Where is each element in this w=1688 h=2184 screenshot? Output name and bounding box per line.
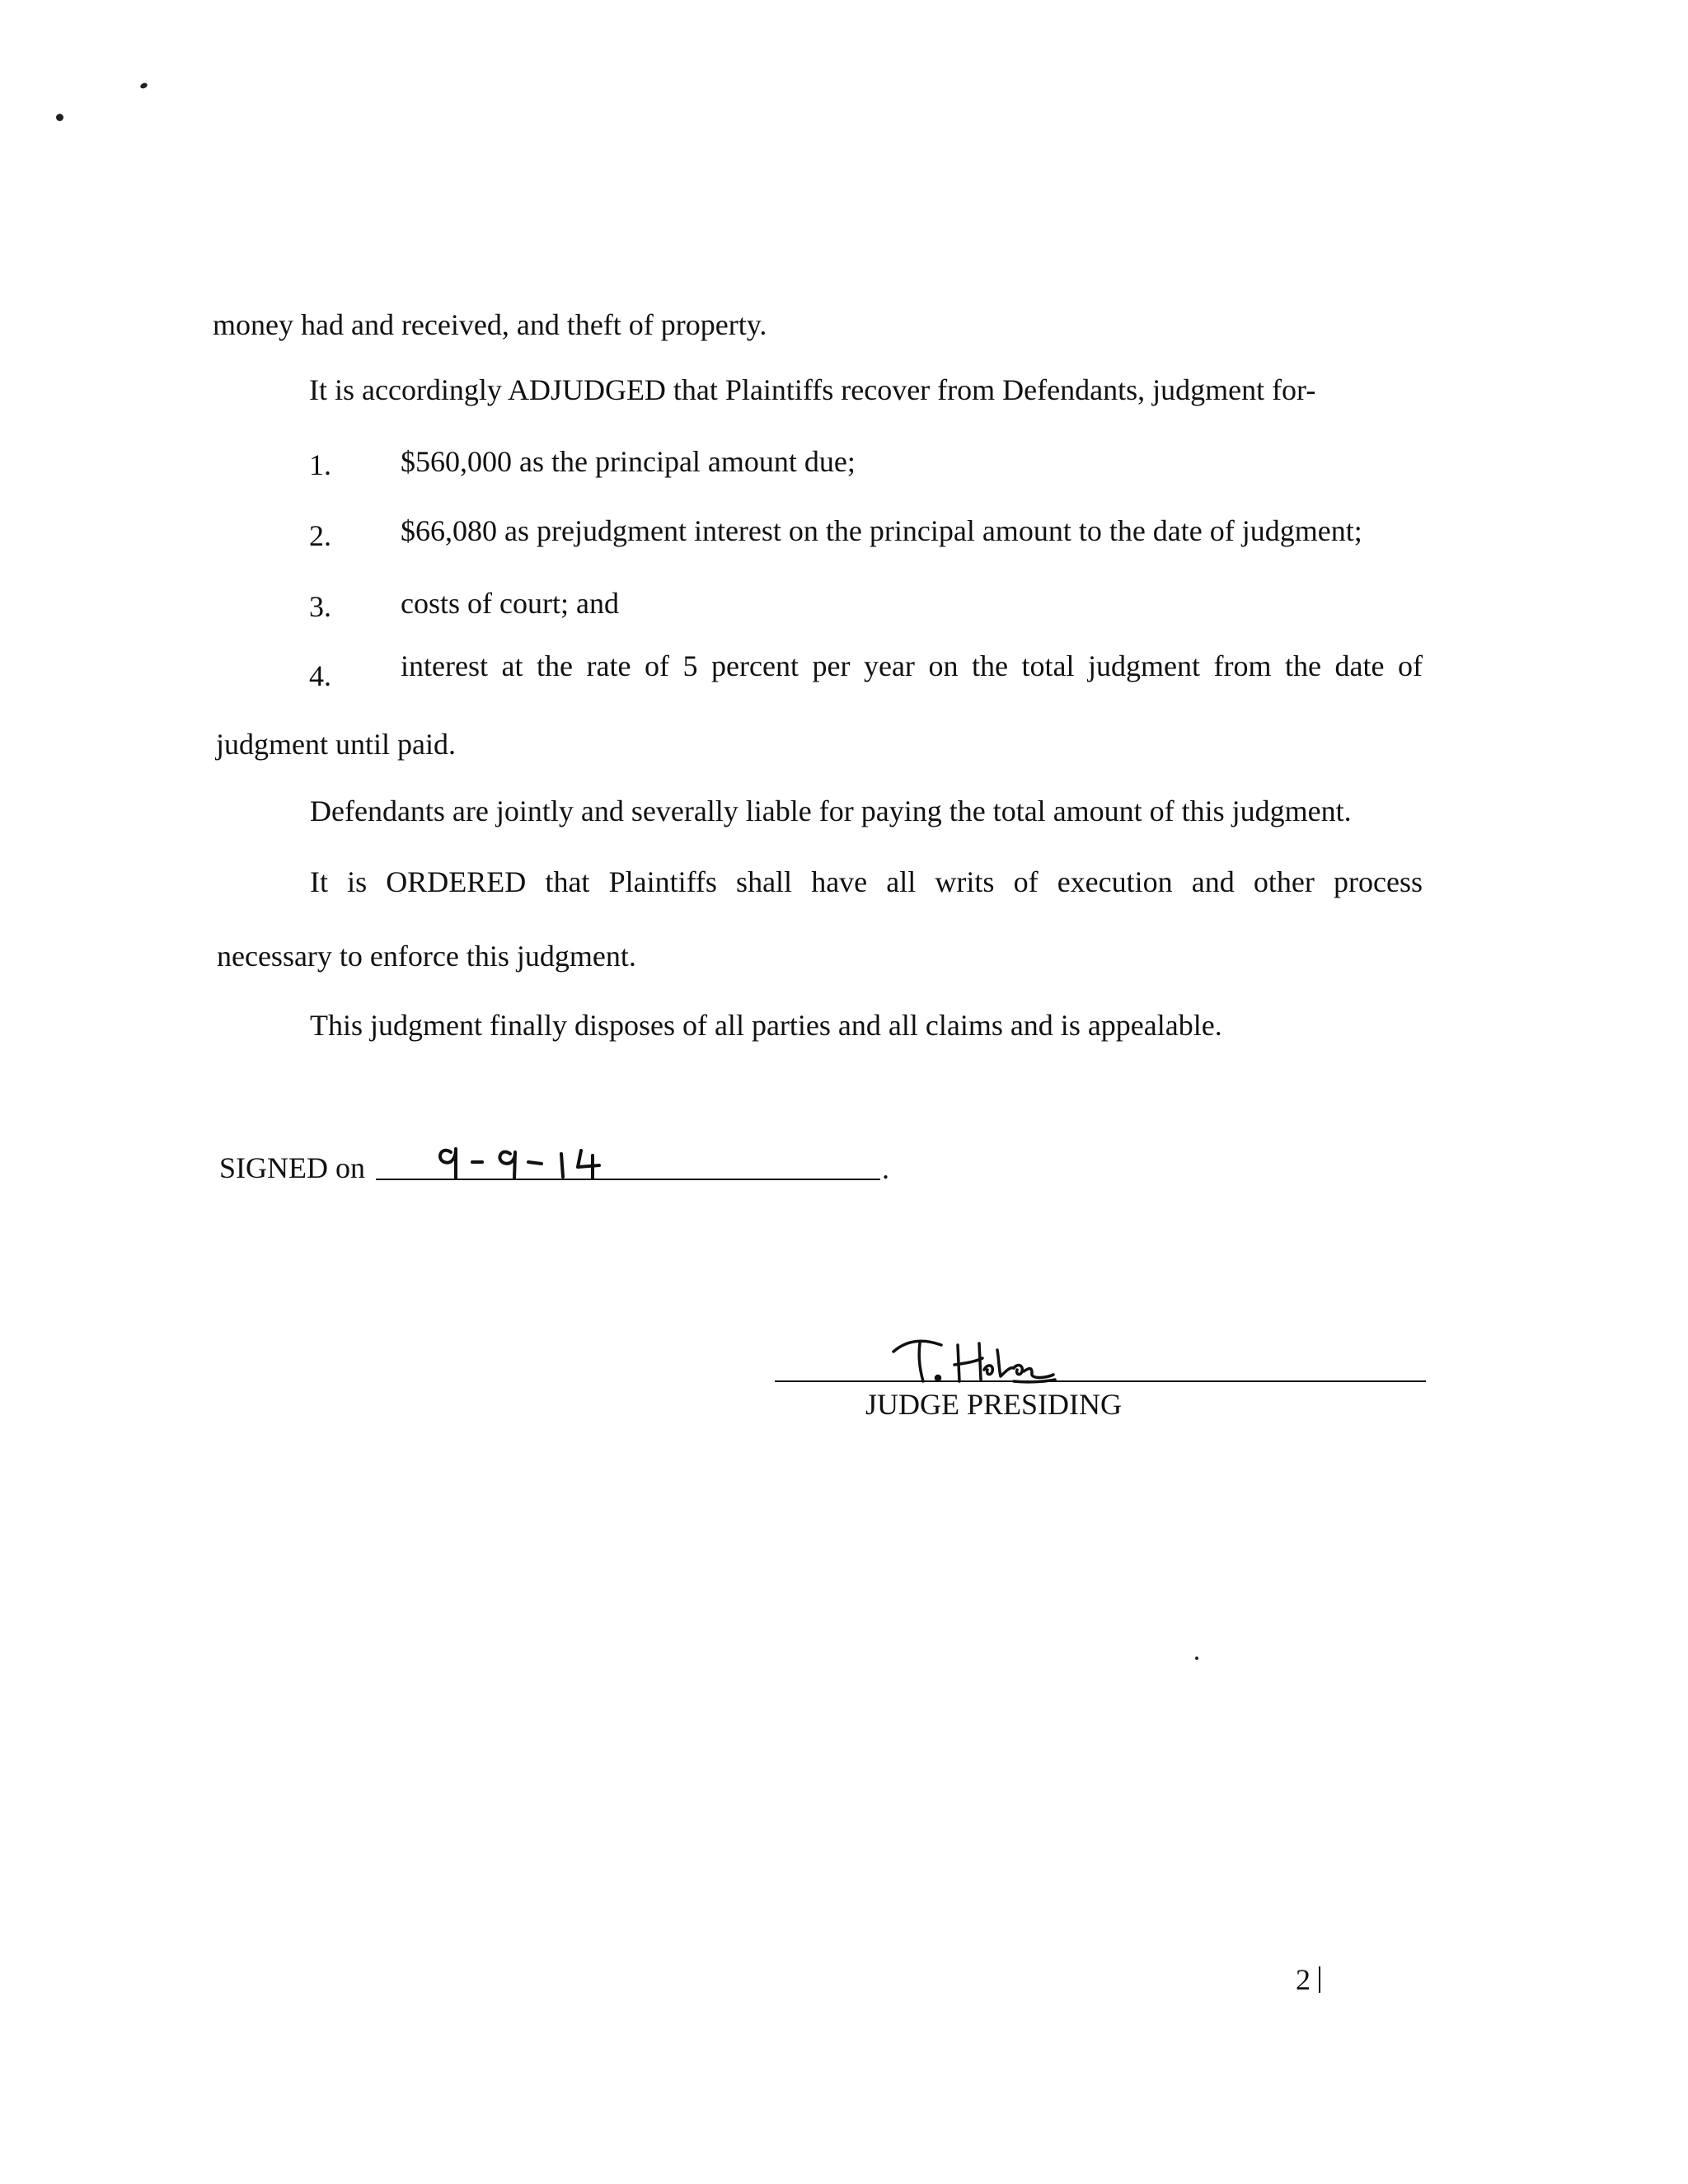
- judge-presiding-label: JUDGE PRESIDING: [865, 1388, 1123, 1421]
- list-item-number: 2.: [309, 519, 331, 552]
- list-item-text: costs of court; and: [401, 587, 619, 620]
- ordered-line-1: It is ORDERED that Plaintiffs shall have all writs of execution and other process: [310, 865, 1423, 898]
- item4-continuation: judgment until paid.: [216, 728, 456, 761]
- body-line-money: money had and received, and theft of property.: [213, 308, 767, 341]
- list-item-number: 1.: [309, 448, 331, 481]
- page-number-bar: [1319, 1966, 1320, 1993]
- list-item-number: 4.: [309, 659, 331, 692]
- signed-period: .: [882, 1152, 889, 1185]
- joint-liability: Defendants are jointly and severally liable for paying the total amount of this judgment.: [310, 794, 1352, 827]
- judge-signature: [890, 1333, 1104, 1391]
- scan-speck: [139, 82, 148, 89]
- final-disposition: This judgment finally disposes of all parties and all claims and is appealable.: [310, 1009, 1222, 1042]
- signed-label: SIGNED on: [219, 1151, 365, 1184]
- list-item-text: $66,080 as prejudgment interest on the principal amount to the date of judgment;: [401, 514, 1362, 547]
- page-number: 2: [1296, 1963, 1311, 1996]
- list-item-number: 3.: [309, 590, 331, 623]
- scan-speck: [1195, 1657, 1198, 1660]
- list-item-text: $560,000 as the principal amount due;: [401, 445, 856, 478]
- adjudged-intro: It is accordingly ADJUDGED that Plaintiffs recover from Defendants, judgment for-: [309, 373, 1316, 406]
- ordered-line-2: necessary to enforce this judgment.: [217, 940, 636, 972]
- scan-speck: [56, 114, 63, 121]
- list-item-text: interest at the rate of 5 percent per year on the total judgment from the date of: [401, 649, 1423, 682]
- handwritten-date: [433, 1137, 614, 1195]
